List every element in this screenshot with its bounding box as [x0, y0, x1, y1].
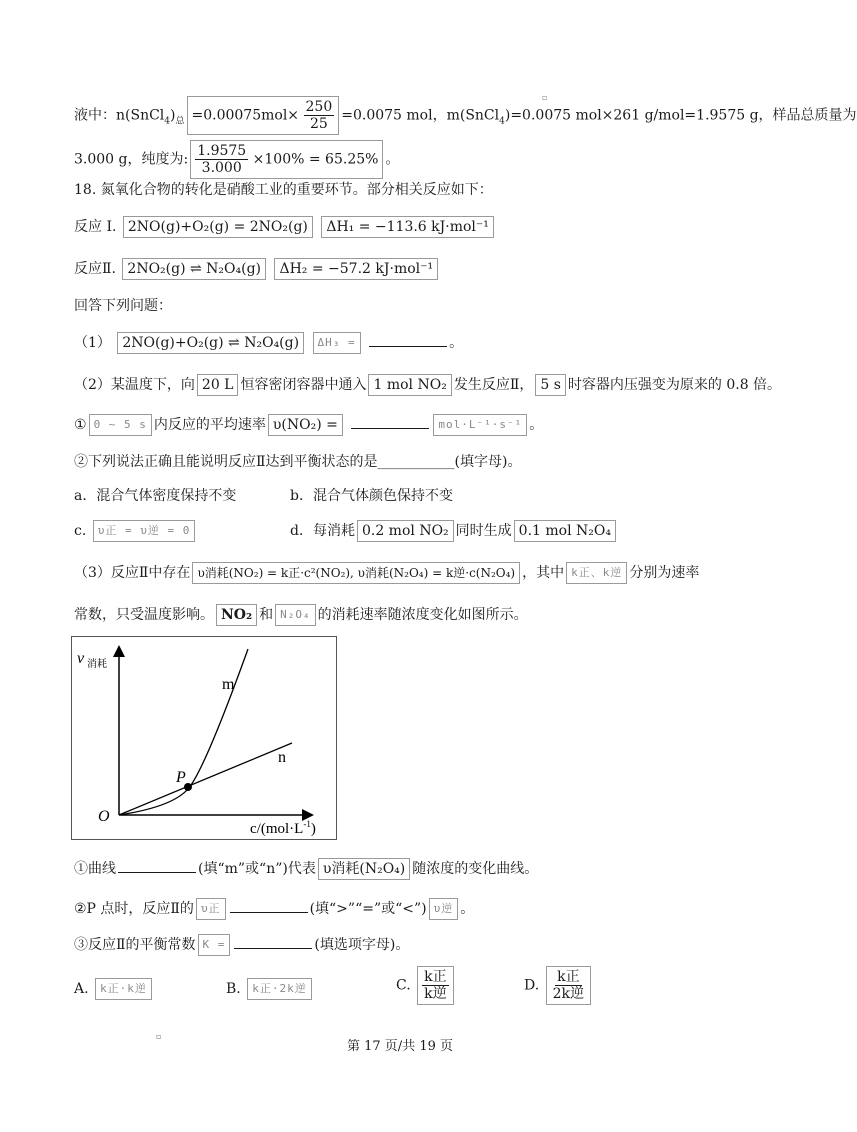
fraction-denominator: 3.000	[201, 160, 242, 176]
solution-line-1	[74, 96, 857, 135]
rate-n2o4-box: υ消耗(N₂O₄)	[318, 858, 410, 880]
text-segment: 液中：n(SnCl	[74, 107, 165, 124]
reaction-2	[74, 258, 440, 280]
origin-label: O	[98, 808, 110, 825]
formula-text: ×100% = 65.25%	[252, 151, 379, 168]
sub-q2	[74, 898, 474, 920]
forward-rate-box: υ正	[196, 898, 226, 920]
fraction-formula-box	[187, 96, 340, 135]
text-segment: (填“>”“=”或“<”)	[309, 901, 427, 917]
fraction-numerator: k正	[557, 969, 580, 985]
part-1	[74, 332, 463, 354]
reaction-1-enthalpy: ΔH₁ = −113.6 kJ·mol⁻¹	[321, 216, 494, 238]
fraction-numerator: 250	[305, 99, 333, 115]
x-axis-label-sup: -1	[303, 819, 311, 829]
text-segment: 内反应的平均速率	[153, 417, 266, 433]
answer-blank[interactable]	[351, 414, 429, 429]
choice-d-box	[546, 966, 591, 1005]
option-c-box: υ正 = υ逆 = 0	[93, 520, 196, 542]
formula-text: =0.00075mol×	[191, 107, 300, 124]
text-segment: (填“m”或“n”)代表	[198, 861, 316, 877]
fraction-numerator: k正	[424, 969, 447, 985]
part-2-q2: ②下列说法正确且能说明反应Ⅱ达到平衡状态的是___________(填字母)。	[74, 454, 522, 470]
rate-constants-box: k正、k逆	[566, 562, 627, 584]
text-segment: （2）某温度下，向	[74, 377, 195, 393]
choice-label: C.	[396, 977, 411, 994]
question-18-title: 18. 氮氧化合物的转化是硝酸工业的重要环节。部分相关反应如下：	[74, 182, 493, 198]
part-3-line-2	[74, 604, 528, 626]
answer-blank[interactable]	[369, 332, 447, 347]
text-segment: 。	[449, 335, 464, 351]
answer-blank[interactable]	[118, 858, 196, 873]
answer-blank[interactable]	[234, 934, 312, 949]
reaction-label: 反应 I.	[74, 219, 117, 235]
answer-blank[interactable]	[230, 898, 308, 913]
choice-c[interactable]	[396, 966, 456, 1005]
option-d-box-1: 0.2 mol NO₂	[357, 520, 454, 542]
choice-c-box	[417, 966, 453, 1005]
sub-q3	[74, 934, 409, 956]
text-segment: ③反应Ⅱ的平衡常数	[74, 937, 196, 953]
y-axis-sub: 消耗	[87, 659, 107, 670]
choice-b[interactable]	[226, 978, 314, 1000]
option-d	[290, 520, 618, 542]
time-box: 5 s	[535, 374, 566, 396]
option-label: c.	[74, 523, 87, 539]
fraction	[195, 143, 248, 176]
part-3	[74, 562, 699, 584]
rate-law-box: υ消耗(NO₂) = k正·c²(NO₂), υ消耗(N₂O₄) = k逆·c(N₂O₄)	[192, 562, 520, 584]
text-segment: 的消耗速率随浓度变化如图所示。	[317, 607, 528, 623]
n2o4-box: N₂O₄	[275, 604, 316, 626]
text-segment: 分别为速率	[629, 565, 700, 581]
text-segment: ①曲线	[74, 861, 116, 877]
choice-label: D.	[524, 977, 540, 994]
reaction-label: 反应Ⅱ.	[74, 261, 116, 277]
reaction-1	[74, 216, 496, 238]
fraction	[422, 969, 448, 1002]
sub-q1	[74, 858, 538, 880]
text-segment: =0.0075 mol，m(SnCl	[341, 107, 500, 124]
text-segment: 。	[460, 901, 475, 917]
y-axis-label: v	[77, 650, 85, 667]
x-axis-label-close: )	[310, 821, 316, 837]
volume-box: 20 L	[197, 374, 239, 396]
text-segment: )=0.0075 mol×261 g/mol=1.9575 g，样品总质量为	[504, 107, 857, 124]
curve-m	[119, 649, 248, 815]
reaction-2-equation: 2NO₂(g) ⇌ N₂O₄(g)	[122, 258, 266, 280]
x-axis-label	[250, 819, 316, 837]
fraction	[551, 969, 586, 1002]
text-segment: 3.000 g，纯度为:	[74, 151, 189, 168]
answer-intro: 回答下列问题：	[74, 298, 172, 314]
reverse-rate-box: υ逆	[429, 898, 459, 920]
choice-label: A.	[74, 981, 89, 997]
part-1-equation: 2NO(g)+O₂(g) ⇌ N₂O₄(g)	[117, 332, 304, 354]
rate-concentration-figure	[71, 636, 337, 840]
x-axis-label-main: c/(mol·L	[250, 821, 304, 837]
curve-m-label: m	[222, 676, 235, 693]
part-1-enthalpy-box: ΔH₃ =	[313, 332, 361, 354]
fraction-denominator: 25	[309, 116, 328, 132]
curve-n-label: n	[278, 749, 286, 766]
choice-label: B.	[226, 981, 241, 997]
rate-box: υ(NO₂) =	[268, 414, 343, 436]
text-segment: ①	[74, 417, 87, 433]
interval-box: 0 ~ 5 s	[89, 414, 152, 436]
text-segment: 。	[529, 417, 544, 433]
option-d-box-2: 0.1 mol N₂O₄	[514, 520, 616, 542]
text-segment: 。	[385, 151, 400, 168]
text-segment: )	[170, 107, 176, 124]
purity-formula-box	[190, 140, 383, 179]
curve-n	[119, 743, 292, 815]
no2-box: NO₂	[216, 604, 257, 626]
k-box: K =	[198, 934, 231, 956]
fraction-denominator: k逆	[424, 986, 447, 1002]
text-segment: 时容器内压强变为原来的 0.8 倍。	[567, 377, 782, 393]
scan-mark: ▫	[156, 1032, 162, 1041]
option-b: b．混合气体颜色保持不变	[290, 488, 453, 504]
text-segment: 和	[259, 607, 274, 623]
subscript: 4	[164, 116, 171, 127]
reaction-1-equation: 2NO(g)+O₂(g) = 2NO₂(g)	[123, 216, 313, 238]
point-p-label: P	[176, 769, 186, 786]
part-label: （1）	[74, 335, 111, 351]
figure-svg	[72, 637, 336, 839]
text-segment: 常数，只受温度影响。	[74, 607, 214, 623]
option-a: a．混合气体密度保持不变	[74, 488, 237, 504]
text-segment: (填选项字母)。	[314, 937, 410, 953]
text-segment: 随浓度的变化曲线。	[412, 861, 539, 877]
text-segment: ，其中	[522, 565, 565, 581]
scan-mark: ▫	[542, 93, 548, 102]
fraction-denominator: 2k逆	[552, 986, 585, 1002]
option-c	[74, 520, 197, 542]
part-2	[74, 374, 781, 396]
part-2-q1	[74, 414, 543, 436]
choice-a-box: k正·k逆	[95, 978, 152, 1000]
text-segment: 发生反应Ⅱ，	[453, 377, 534, 393]
text-segment: （3）反应Ⅱ中存在	[74, 565, 191, 581]
fraction	[304, 99, 335, 132]
text-segment: ②P 点时，反应Ⅱ的	[74, 901, 194, 917]
subscript: 4	[499, 116, 505, 127]
subscript-mark: 总	[175, 116, 185, 127]
solution-line-2	[74, 140, 399, 179]
fraction-numerator: 1.9575	[197, 143, 247, 159]
choice-b-box: k正·2k逆	[247, 978, 312, 1000]
unit-box: mol·L⁻¹·s⁻¹	[433, 414, 527, 436]
reaction-2-enthalpy: ΔH₂ = −57.2 kJ·mol⁻¹	[274, 258, 438, 280]
text-segment: 同时生成	[455, 523, 512, 539]
amount-box: 1 mol NO₂	[368, 374, 451, 396]
page-footer: 第 17 页/共 19 页	[347, 1039, 453, 1054]
choice-d[interactable]	[524, 966, 593, 1005]
text-segment: d．每消耗	[290, 523, 355, 539]
choice-a[interactable]	[74, 978, 154, 1000]
text-segment: 恒容密闭容器中通入	[240, 377, 367, 393]
